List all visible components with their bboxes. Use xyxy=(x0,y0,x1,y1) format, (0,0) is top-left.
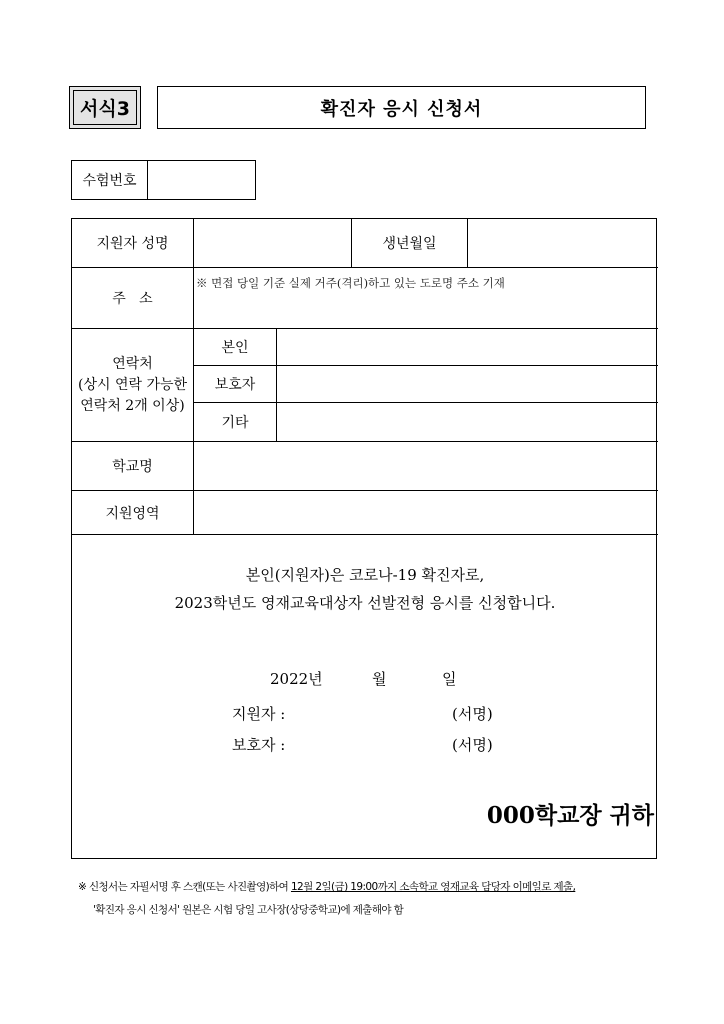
birth-date-label: 생년월일 xyxy=(382,236,437,252)
applicant-sign-label: 지원자 : xyxy=(232,705,286,723)
school-name-label: 학교명 xyxy=(112,459,153,475)
form-number-badge: 서식3 xyxy=(69,86,141,129)
footnote-line1-text: 신청서는 자필서명 후 스캔(또는 사진촬영)하여 xyxy=(88,881,289,893)
exam-number-table xyxy=(71,160,256,200)
date-day: 일 xyxy=(442,670,457,688)
applicant-name-label: 지원자 성명 xyxy=(96,236,169,252)
contact-self-field[interactable] xyxy=(277,329,658,365)
applicant-signature: (서명) xyxy=(452,705,493,723)
document-title: 확진자 응시 신청서 xyxy=(157,86,646,129)
applicant-name-field[interactable] xyxy=(194,219,351,267)
contact-label: 연락처 xyxy=(112,355,153,372)
birth-date-field[interactable] xyxy=(468,219,658,267)
contact-other-field[interactable] xyxy=(277,403,658,441)
application-field-label: 지원영역 xyxy=(105,505,160,522)
application-field-field[interactable] xyxy=(194,491,658,534)
row-divider xyxy=(72,534,658,535)
closing-addressee: 000학교장 귀하 xyxy=(486,802,654,829)
contact-label-block xyxy=(72,329,193,441)
footnote-line1 xyxy=(78,879,575,894)
application-form xyxy=(71,218,657,859)
footnote-line2: '확진자 응시 신청서' 원본은 시험 당일 고사장(상당중학교)에 제출해야 함 xyxy=(93,904,404,916)
exam-number-label: 수험번호 xyxy=(72,161,148,199)
contact-self-label: 본인 xyxy=(221,340,249,356)
footnote-deadline: 12월 2일(금) 19:00까지 소속학교 영재교육 담당자 이메일로 제출, xyxy=(290,881,576,893)
school-name-field[interactable] xyxy=(194,442,658,490)
contact-guardian-label: 보호자 xyxy=(214,377,256,393)
contact-note-line2: 연락처 2개 이상) xyxy=(80,397,185,414)
contact-guardian-field[interactable] xyxy=(277,366,658,402)
guardian-sign-label: 보호자 : xyxy=(232,736,286,754)
statement-line2: 2023학년도 영재교육대상자 선발전형 응시를 신청합니다. xyxy=(174,594,556,612)
address-label: 주 소 xyxy=(112,291,153,307)
date-month: 월 xyxy=(372,670,387,688)
footnote-marker: ※ xyxy=(78,881,87,893)
contact-other-label: 기타 xyxy=(221,415,249,431)
guardian-signature: (서명) xyxy=(452,736,493,754)
exam-number-field[interactable] xyxy=(148,161,255,199)
address-note: ※ 면접 당일 기준 실제 거주(격리)하고 있는 도로명 주소 기재 xyxy=(196,276,505,290)
date-year: 2022년 xyxy=(270,670,323,688)
contact-note-line1: (상시 연락 가능한 xyxy=(77,376,188,393)
statement-line1: 본인(지원자)은 코로나-19 확진자로, xyxy=(245,566,485,584)
